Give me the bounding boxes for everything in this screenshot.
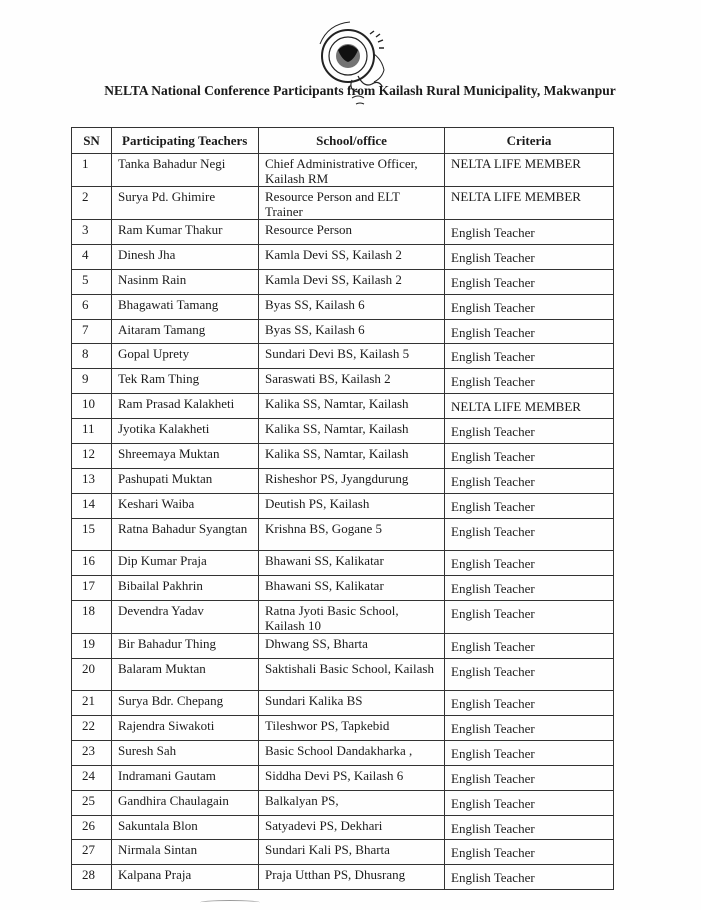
cell-sn: 14 xyxy=(72,493,112,518)
table-row xyxy=(72,840,614,865)
cell-school: Tileshwor PS, Tapkebid xyxy=(259,716,445,741)
cell-sn: 16 xyxy=(72,551,112,576)
cell-school: Kalika SS, Namtar, Kailash xyxy=(259,419,445,444)
official-seal-stamp xyxy=(300,14,410,124)
cell-school: Kalika SS, Namtar, Kailash xyxy=(259,444,445,469)
cell-school: Deutish PS, Kailash xyxy=(259,493,445,518)
cell-teacher: Gopal Uprety xyxy=(112,344,259,369)
cell-criteria: English Teacher xyxy=(445,244,614,269)
cell-school: Bhawani SS, Kalikatar xyxy=(259,551,445,576)
document-title: NELTA National Conference Participants from Kailash Rural Municipality, Makwanpur xyxy=(104,83,616,98)
table-row xyxy=(72,633,614,658)
table-row xyxy=(72,187,614,220)
cell-sn: 25 xyxy=(72,790,112,815)
cell-school: Sundari Devi BS, Kailash 5 xyxy=(259,344,445,369)
cell-school: Resource Person and ELT Trainer xyxy=(259,187,445,220)
cell-school: Sundari Kali PS, Bharta xyxy=(259,840,445,865)
cell-school: Praja Utthan PS, Dhusrang xyxy=(259,865,445,890)
cell-school: Risheshor PS, Jyangdurung xyxy=(259,468,445,493)
cell-school: Resource Person xyxy=(259,220,445,245)
cell-teacher: Ram Prasad Kalakheti xyxy=(112,394,259,419)
cell-sn: 2 xyxy=(72,187,112,220)
table-row xyxy=(72,493,614,518)
table-row xyxy=(72,740,614,765)
table-row xyxy=(72,269,614,294)
table-row xyxy=(72,344,614,369)
cell-teacher: Suresh Sah xyxy=(112,740,259,765)
cell-sn: 22 xyxy=(72,716,112,741)
cell-teacher: Dip Kumar Praja xyxy=(112,551,259,576)
cell-school: Bhawani SS, Kalikatar xyxy=(259,575,445,600)
cell-school: Balkalyan PS, xyxy=(259,790,445,815)
cell-teacher: Bir Bahadur Thing xyxy=(112,633,259,658)
table-row xyxy=(72,369,614,394)
cell-sn: 13 xyxy=(72,468,112,493)
table-row xyxy=(72,419,614,444)
cell-criteria: English Teacher xyxy=(445,493,614,518)
cell-teacher: Nasinm Rain xyxy=(112,269,259,294)
cell-criteria: English Teacher xyxy=(445,344,614,369)
header-school: School/office xyxy=(259,128,445,154)
table-row xyxy=(72,468,614,493)
cell-teacher: Jyotika Kalakheti xyxy=(112,419,259,444)
cell-criteria: English Teacher xyxy=(445,319,614,344)
cell-teacher: Bibailal Pakhrin xyxy=(112,575,259,600)
cell-sn: 23 xyxy=(72,740,112,765)
header-teacher: Participating Teachers xyxy=(112,128,259,154)
cell-criteria: NELTA LIFE MEMBER xyxy=(445,187,614,220)
cell-school: Krishna BS, Gogane 5 xyxy=(259,518,445,550)
cell-criteria: English Teacher xyxy=(445,790,614,815)
table-header-row xyxy=(72,128,614,154)
cell-school: Kalika SS, Namtar, Kailash xyxy=(259,394,445,419)
cell-criteria: English Teacher xyxy=(445,444,614,469)
cell-criteria: English Teacher xyxy=(445,633,614,658)
cell-teacher: Ratna Bahadur Syangtan xyxy=(112,518,259,550)
cell-criteria: NELTA LIFE MEMBER xyxy=(445,394,614,419)
header-criteria: Criteria xyxy=(445,128,614,154)
cell-criteria: NELTA LIFE MEMBER xyxy=(445,154,614,187)
cell-sn: 11 xyxy=(72,419,112,444)
cell-sn: 12 xyxy=(72,444,112,469)
cell-criteria: English Teacher xyxy=(445,575,614,600)
cell-sn: 9 xyxy=(72,369,112,394)
table-row xyxy=(72,220,614,245)
cell-sn: 3 xyxy=(72,220,112,245)
table-row xyxy=(72,394,614,419)
cell-teacher: Surya Bdr. Chepang xyxy=(112,691,259,716)
cell-teacher: Tanka Bahadur Negi xyxy=(112,154,259,187)
cell-school: Kamla Devi SS, Kailash 2 xyxy=(259,244,445,269)
table-row xyxy=(72,244,614,269)
table-row xyxy=(72,444,614,469)
cell-school: Siddha Devi PS, Kailash 6 xyxy=(259,765,445,790)
cell-sn: 5 xyxy=(72,269,112,294)
cell-sn: 21 xyxy=(72,691,112,716)
cell-sn: 10 xyxy=(72,394,112,419)
cell-school: Ratna Jyoti Basic School, Kailash 10 xyxy=(259,600,445,633)
cell-teacher: Dinesh Jha xyxy=(112,244,259,269)
cell-teacher: Keshari Waiba xyxy=(112,493,259,518)
cell-sn: 18 xyxy=(72,600,112,633)
cell-criteria: English Teacher xyxy=(445,468,614,493)
cell-teacher: Rajendra Siwakoti xyxy=(112,716,259,741)
cell-criteria: English Teacher xyxy=(445,600,614,633)
cell-sn: 20 xyxy=(72,658,112,690)
cell-criteria: English Teacher xyxy=(445,691,614,716)
cell-criteria: English Teacher xyxy=(445,740,614,765)
table-row xyxy=(72,600,614,633)
cell-criteria: English Teacher xyxy=(445,269,614,294)
cell-teacher: Gandhira Chaulagain xyxy=(112,790,259,815)
table-row xyxy=(72,154,614,187)
cell-criteria: English Teacher xyxy=(445,518,614,550)
table-row xyxy=(72,815,614,840)
cell-teacher: Aitaram Tamang xyxy=(112,319,259,344)
cell-sn: 24 xyxy=(72,765,112,790)
cell-school: Satyadevi PS, Dekhari xyxy=(259,815,445,840)
cell-school: Saktishali Basic School, Kailash xyxy=(259,658,445,690)
table-row xyxy=(72,691,614,716)
cell-criteria: English Teacher xyxy=(445,369,614,394)
cell-sn: 7 xyxy=(72,319,112,344)
cell-teacher: Balaram Muktan xyxy=(112,658,259,690)
participants-table xyxy=(71,127,614,890)
cell-criteria: English Teacher xyxy=(445,551,614,576)
cell-criteria: English Teacher xyxy=(445,419,614,444)
cell-sn: 28 xyxy=(72,865,112,890)
cell-criteria: English Teacher xyxy=(445,220,614,245)
table-row xyxy=(72,319,614,344)
cell-sn: 1 xyxy=(72,154,112,187)
cell-teacher: Tek Ram Thing xyxy=(112,369,259,394)
cell-teacher: Bhagawati Tamang xyxy=(112,294,259,319)
cell-criteria: English Teacher xyxy=(445,658,614,690)
table-row xyxy=(72,518,614,550)
cell-school: Byas SS, Kailash 6 xyxy=(259,294,445,319)
cell-teacher: Indramani Gautam xyxy=(112,765,259,790)
cell-sn: 19 xyxy=(72,633,112,658)
cell-sn: 27 xyxy=(72,840,112,865)
cell-criteria: English Teacher xyxy=(445,865,614,890)
cell-teacher: Sakuntala Blon xyxy=(112,815,259,840)
cell-sn: 17 xyxy=(72,575,112,600)
cell-teacher: Pashupati Muktan xyxy=(112,468,259,493)
table-row xyxy=(72,294,614,319)
cell-school: Saraswati BS, Kailash 2 xyxy=(259,369,445,394)
table-row xyxy=(72,765,614,790)
cell-teacher: Ram Kumar Thakur xyxy=(112,220,259,245)
cell-school: Basic School Dandakharka , xyxy=(259,740,445,765)
cell-teacher: Devendra Yadav xyxy=(112,600,259,633)
cell-sn: 8 xyxy=(72,344,112,369)
cell-school: Dhwang SS, Bharta xyxy=(259,633,445,658)
cell-sn: 26 xyxy=(72,815,112,840)
cell-sn: 6 xyxy=(72,294,112,319)
cell-criteria: English Teacher xyxy=(445,815,614,840)
cell-criteria: English Teacher xyxy=(445,294,614,319)
scan-artifact xyxy=(200,900,260,905)
cell-criteria: English Teacher xyxy=(445,765,614,790)
cell-sn: 15 xyxy=(72,518,112,550)
table-row xyxy=(72,575,614,600)
cell-school: Byas SS, Kailash 6 xyxy=(259,319,445,344)
table-row xyxy=(72,551,614,576)
table-row xyxy=(72,658,614,690)
header-sn: SN xyxy=(72,128,112,154)
cell-school: Kamla Devi SS, Kailash 2 xyxy=(259,269,445,294)
cell-criteria: English Teacher xyxy=(445,716,614,741)
table-row xyxy=(72,790,614,815)
cell-teacher: Kalpana Praja xyxy=(112,865,259,890)
cell-sn: 4 xyxy=(72,244,112,269)
table-row xyxy=(72,865,614,890)
cell-teacher: Nirmala Sintan xyxy=(112,840,259,865)
cell-teacher: Surya Pd. Ghimire xyxy=(112,187,259,220)
cell-teacher: Shreemaya Muktan xyxy=(112,444,259,469)
cell-school: Chief Administrative Officer, Kailash RM xyxy=(259,154,445,187)
cell-criteria: English Teacher xyxy=(445,840,614,865)
cell-school: Sundari Kalika BS xyxy=(259,691,445,716)
table-row xyxy=(72,716,614,741)
